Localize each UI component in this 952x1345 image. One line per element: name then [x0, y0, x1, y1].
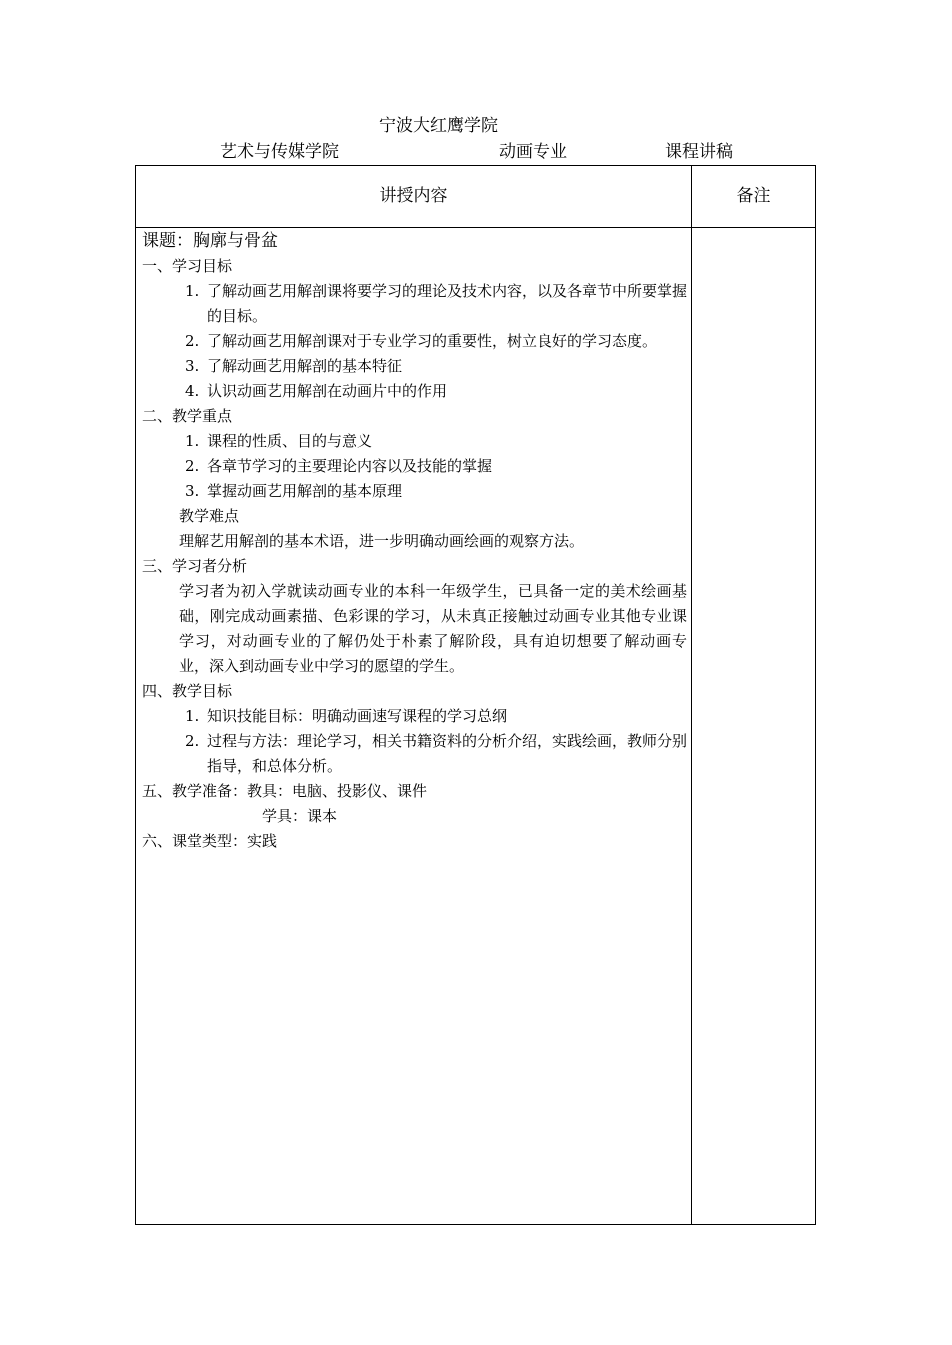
notes-column-header: 备注: [736, 186, 771, 206]
difficulty-title: 教学难点: [179, 507, 240, 525]
student-materials-line: 学具：课本: [262, 807, 338, 825]
major-name: 动画专业: [499, 142, 567, 162]
class-type-line: 六、课堂类型：实践: [142, 832, 278, 850]
list-item: 2. 各章节学习的主要理论内容以及技能的掌握: [185, 457, 493, 475]
section-title: 三、学习者分析: [142, 557, 248, 575]
college-name: 艺术与传媒学院: [220, 142, 339, 162]
learner-analysis-text: 学习者为初入学就读动画专业的本科一年级学生，已具备一定的美术绘画基础，刚完成动画素描、色彩课的学习，从未真正接触过动画专业其他专业课学习，对动画专业的了解仍处于朴素了解阶段，具有迫切想要了解动画专业，深入到动画专业中学习的愿望的学生。: [179, 582, 687, 675]
school-title: 宁波大红鹰学院: [379, 116, 498, 136]
difficulty-text: 理解艺用解剖的基本术语，进一步明确动画绘画的观察方法。: [179, 532, 585, 550]
lesson-topic: 课题：胸廓与骨盆: [142, 231, 278, 251]
lecture-table: [135, 165, 816, 1225]
header-row-divider: [136, 227, 815, 228]
document-type: 课程讲稿: [665, 142, 733, 162]
column-divider: [691, 166, 692, 1224]
list-item: 3. 了解动画艺用解剖的基本特征: [185, 357, 403, 375]
section-title: 一、学习目标: [142, 257, 233, 275]
teaching-prep-line: 五、教学准备：教具：电脑、投影仪、课件: [142, 782, 428, 800]
section-title: 二、教学重点: [142, 407, 233, 425]
list-item: 1. 课程的性质、目的与意义: [185, 432, 373, 450]
list-item: 1. 知识技能目标：明确动画速写课程的学习总纲: [185, 707, 508, 725]
lecture-content-cell: [142, 229, 687, 854]
content-column-header: 讲授内容: [379, 186, 448, 206]
section-title: 四、教学目标: [142, 682, 233, 700]
list-item: 3. 掌握动画艺用解剖的基本原理: [185, 482, 403, 500]
list-item: 2. 过程与方法：理论学习，相关书籍资料的分析介绍，实践绘画，教师分别指导，和总体分析。: [185, 732, 688, 775]
list-item: 1. 了解动画艺用解剖课将要学习的理论及技术内容，以及各章节中所要掌握的目标。: [185, 282, 688, 325]
list-item: 4. 认识动画艺用解剖在动画片中的作用: [185, 382, 448, 400]
list-item: 2. 了解动画艺用解剖课对于专业学习的重要性，树立良好的学习态度。: [185, 332, 658, 350]
